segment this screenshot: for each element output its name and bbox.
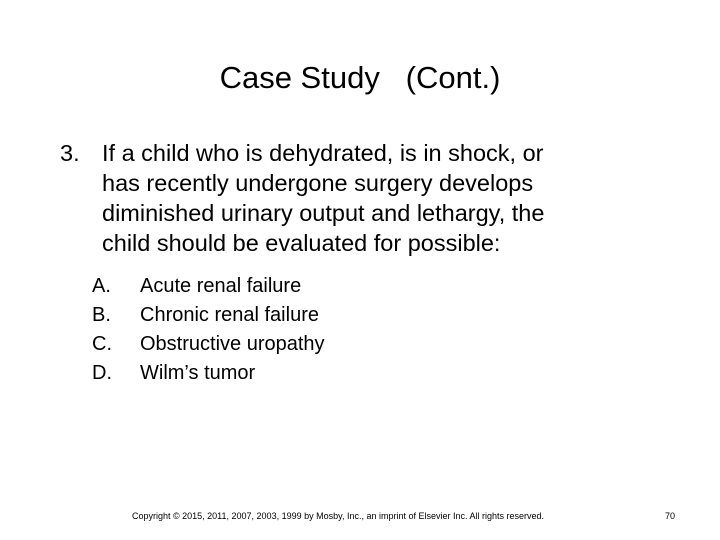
option-text: Acute renal failure [140, 275, 302, 297]
option-text: Chronic renal failure [140, 304, 319, 326]
option-letter: A. [92, 275, 111, 297]
question-number: 3. [60, 140, 80, 166]
option-text: Obstructive uropathy [140, 333, 325, 355]
question-line-3: diminished urinary output and lethargy, the [102, 200, 545, 226]
slide-title: Case Study (Cont.) [219, 60, 501, 95]
question-line-1: If a child who is dehydrated, is in shock, or [102, 140, 544, 166]
option-letter: C. [92, 333, 112, 355]
question-line-2: has recently undergone surgery develops [102, 170, 534, 196]
page-number: 70 [665, 511, 676, 521]
copyright-notice: Copyright © 2015, 2011, 2007, 2003, 1999 by Mosby, Inc., an imprint of Elsevier Inc. All rights reserved. [132, 511, 545, 521]
option-letter: D. [92, 362, 112, 384]
question-line-4: child should be evaluated for possible: [102, 230, 501, 256]
option-text: Wilm’s tumor [140, 362, 256, 384]
option-letter: B. [92, 304, 111, 326]
